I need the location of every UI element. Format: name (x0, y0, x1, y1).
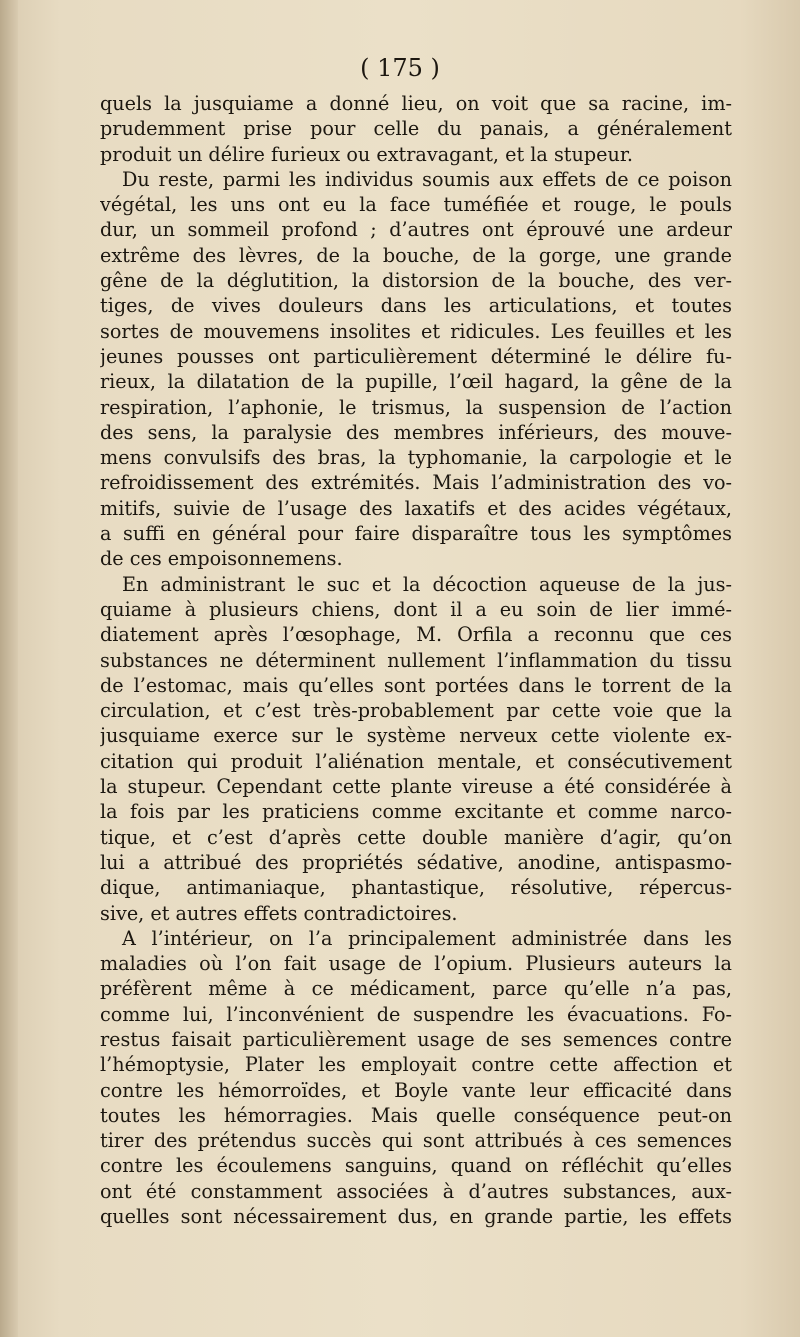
text-line: Du reste, parmi les individus soumis aux effets de ce poison (122, 167, 732, 191)
text-line: de ces empoisonnemens. (100, 547, 343, 571)
text-line: rieux, la dilatation de la pupille, l’œil hagard, la gêne de la (100, 370, 732, 394)
text-line: citation qui produit l’aliénation mentale, et consécutivement (100, 749, 732, 773)
text-line: tique, et c’est d’après cette double manière d’agir, qu’on (100, 825, 732, 849)
text-line: respiration, l’aphonie, le trismus, la suspension de l’action (100, 395, 732, 419)
text-line: a suffi en général pour faire disparaître tous les symptômes (100, 522, 732, 546)
text-line: substances ne déterminent nullement l’inflammation du tissu (100, 648, 732, 672)
text-line: mitifs, suivie de l’usage des laxatifs et des acides végétaux, (100, 496, 732, 520)
text-line: toutes les hémorragies. Mais quelle conséquence peut-on (100, 1103, 732, 1127)
text-line: végétal, les uns ont eu la face tuméfiée et rouge, le pouls (100, 193, 732, 217)
text-line: contre les écoulemens sanguins, quand on réfléchit qu’elles (100, 1154, 732, 1178)
text-line: jusquiame exerce sur le système nerveux cette violente ex- (100, 724, 732, 748)
text-line: gêne de la déglutition, la distorsion de la bouche, des ver- (100, 269, 732, 293)
text-line: comme lui, l’inconvénient de suspendre les évacuations. Fo- (100, 1002, 732, 1026)
text-line: dique, antimaniaque, phantastique, résolutive, répercus- (100, 876, 732, 900)
page-number: ( 175 ) (360, 54, 440, 82)
text-line: restus faisait particulièrement usage de ses semences contre (100, 1027, 732, 1051)
text-line: des sens, la paralysie des membres inférieurs, des mouve- (100, 420, 732, 444)
text-line: prudemment prise pour celle du panais, a généralement (100, 117, 732, 141)
page-binding-shadow (0, 0, 18, 1337)
text-line: l’hémoptysie, Plater les employait contre cette affection et (100, 1053, 732, 1077)
text-line: mens convulsifs des bras, la typhomanie, la carpologie et le (100, 446, 732, 470)
text-line: ont été constamment associées à d’autres substances, aux- (100, 1179, 732, 1203)
text-line: tirer des prétendus succès qui sont attribués à ces semences (100, 1129, 732, 1153)
text-line: jeunes pousses ont particulièrement déterminé le délire fu- (100, 344, 732, 368)
text-line: sive, et autres effets contradictoires. (100, 901, 458, 925)
text-line: extrême des lèvres, de la bouche, de la gorge, une grande (100, 243, 732, 267)
text-line: En administrant le suc et la décoction aqueuse de la jus- (122, 572, 732, 596)
text-line: tiges, de vives douleurs dans les articulations, et toutes (100, 294, 732, 318)
text-line: la fois par les praticiens comme excitante et comme narco- (100, 800, 732, 824)
text-line: préfèrent même à ce médicament, parce qu’elle n’a pas, (100, 977, 732, 1001)
text-line: quelles sont nécessairement dus, en grande partie, les effets (100, 1205, 732, 1229)
text-line: produit un délire furieux ou extravagant, et la stupeur. (100, 142, 634, 166)
text-line: refroidissement des extrémités. Mais l’administration des vo- (100, 471, 732, 495)
text-line: lui a attribué des propriétés sédative, anodine, antispasmo- (100, 850, 732, 874)
text-line: sortes de mouvemens insolites et ridicules. Les feuilles et les (100, 319, 732, 343)
text-line: circulation, et c’est très-probablement par cette voie que la (100, 699, 732, 723)
text-line: contre les hémorroïdes, et Boyle vante leur efficacité dans (100, 1078, 732, 1102)
text-line: quiame à plusieurs chiens, dont il a eu soin de lier immé- (100, 597, 732, 621)
body-text (100, 91, 732, 1229)
text-line: de l’estomac, mais qu’elles sont portées dans le torrent de la (100, 673, 732, 697)
text-line: dur, un sommeil profond ; d’autres ont éprouvé une ardeur (100, 218, 732, 242)
text-line: A l’intérieur, on l’a principalement administrée dans les (122, 926, 732, 950)
text-line: la stupeur. Cependant cette plante vireuse a été considérée à (100, 775, 732, 799)
text-line: maladies où l’on fait usage de l’opium. Plusieurs auteurs la (100, 952, 732, 976)
text-line: quels la jusquiame a donné lieu, on voit que sa racine, im- (100, 92, 732, 115)
text-line: diatement après l’œsophage, M. Orfila a reconnu que ces (100, 623, 732, 647)
